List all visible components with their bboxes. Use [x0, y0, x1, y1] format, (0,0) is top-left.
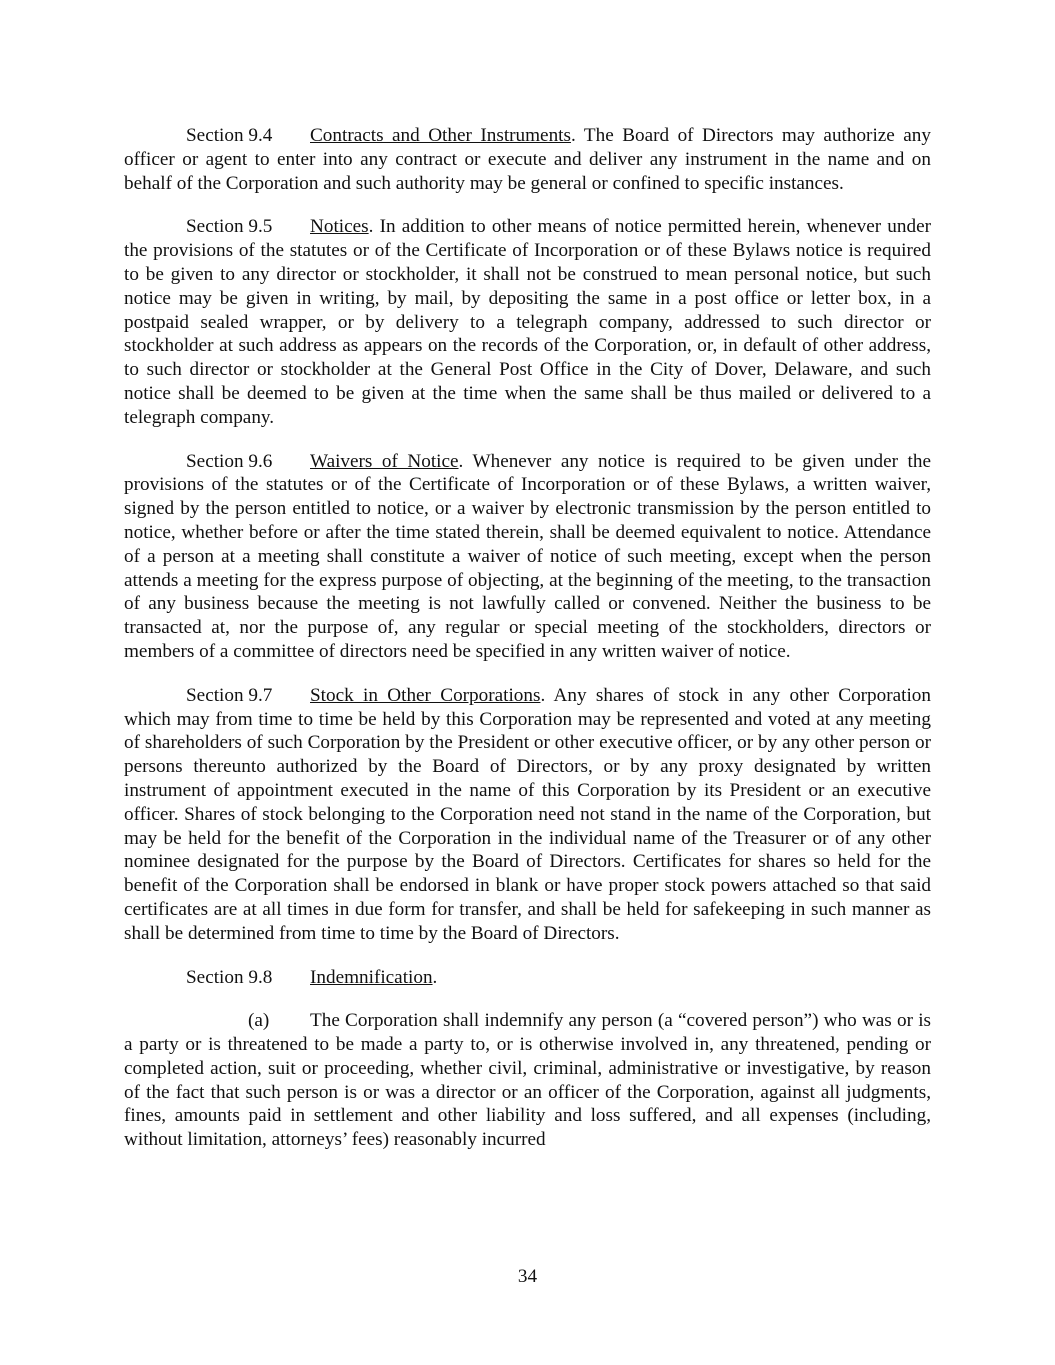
- section-title: Stock in Other Corporations: [310, 684, 541, 706]
- section-text: . In addition to other means of notice permitted herein, whenever under the provisions of the statutes or of the Certificate of Incorporation or of these Bylaws notice is required to be given to any director or stockholder, it shall not be construed to mean personal notice, but such notice may be given in writing, by mail, by depositing the same in a post office or letter box, in a postpaid sealed wrapper, or by delivery to a telegraph company, addressed to such director or stockholder at such address as appears on the records of the Corporation, or, in default of other address, to such director or stockholder at the General Post Office in the City of Dover, Delaware, and such notice shall be deemed to be given at the time when the same shall be thus mailed or delivered to a telegraph company.: [124, 216, 931, 428]
- section-number: Section 9.7: [186, 684, 273, 706]
- subsection-a: [124, 1009, 931, 1152]
- section-9-5: [124, 215, 931, 429]
- section-9-6: [124, 450, 931, 664]
- section-9-4: [124, 124, 931, 195]
- section-title: Contracts and Other Instruments: [310, 125, 571, 146]
- section-title: Waivers of Notice: [310, 450, 459, 472]
- subsection-label: (a): [248, 1010, 270, 1032]
- section-title: Indemnification: [310, 966, 433, 988]
- section-text: . Any shares of stock in any other Corporation which may from time to time be held by this Corporation may be represented and voted at any meeting of shareholders of such Corporation by the President or other executive officer, or by any other person or persons thereunto authorized by the Board of Directors, or by any proxy designated by written instrument of appointment executed in the name of this Corporation by its President or an executive officer. Shares of stock belonging to the Corporation need not stand in the name of the Corporation, but may be held for the benefit of the Corporation in the individual name of the Treasurer or of any other nominee designated for the purpose by the Board of Directors. Certificates for shares so held for the benefit of the Corporation shall be endorsed in blank or have proper stock powers attached so that said certificates are at all times in due form for transfer, and shall be held for safekeeping in such manner as shall be determined from time to time by the Board of Directors.: [124, 684, 931, 944]
- section-number: Section 9.8: [186, 966, 273, 988]
- subsection-text: The Corporation shall indemnify any person (a “covered person”) who was or is a party or is threatened to be made a party to, or is otherwise involved in, any threatened, pending or completed action, suit or proceeding, whether civil, criminal, administrative or investigative, by reason of the fact that such person is or was a director or an officer of the Corporation, against all judgments, fines, amounts paid in settlement and other liability and loss suffered, and all expenses (including, without limitation, attorneys’ fees) reasonably incurred: [124, 1010, 931, 1151]
- document-body: [124, 124, 931, 1172]
- section-9-8: [124, 966, 931, 990]
- section-number: Section 9.6: [186, 450, 273, 472]
- section-text: .: [432, 966, 438, 988]
- section-9-7: [124, 684, 931, 946]
- section-number: Section 9.4: [186, 125, 273, 146]
- section-number: Section 9.5: [186, 216, 273, 238]
- section-text: . Whenever any notice is required to be given under the provisions of the statutes or of the Certificate of Incorporation or of these Bylaws, a written waiver, signed by the person entitled to notice, or a waiver by electronic transmission by the person entitled to notice, whether before or after the time stated therein, shall be deemed equivalent to notice. Attendance of a person at a meeting shall constitute a waiver of notice of such meeting, except when the person attends a meeting for the express purpose of objecting, at the beginning of the meeting, to the transaction of any business because the meeting is not lawfully called or convened. Neither the business to be transacted at, nor the purpose of, any regular or special meeting of the stockholders, directors or members of a committee of directors need be specified in any written waiver of notice.: [124, 450, 931, 662]
- page-number: 34: [517, 1266, 538, 1287]
- section-text: . The Board of Directors may authorize any officer or agent to enter into any contract or execute and deliver any instrument in the name and on behalf of the Corporation and such authority may be general or confined to specific instances.: [124, 125, 931, 194]
- section-title: Notices: [310, 216, 369, 238]
